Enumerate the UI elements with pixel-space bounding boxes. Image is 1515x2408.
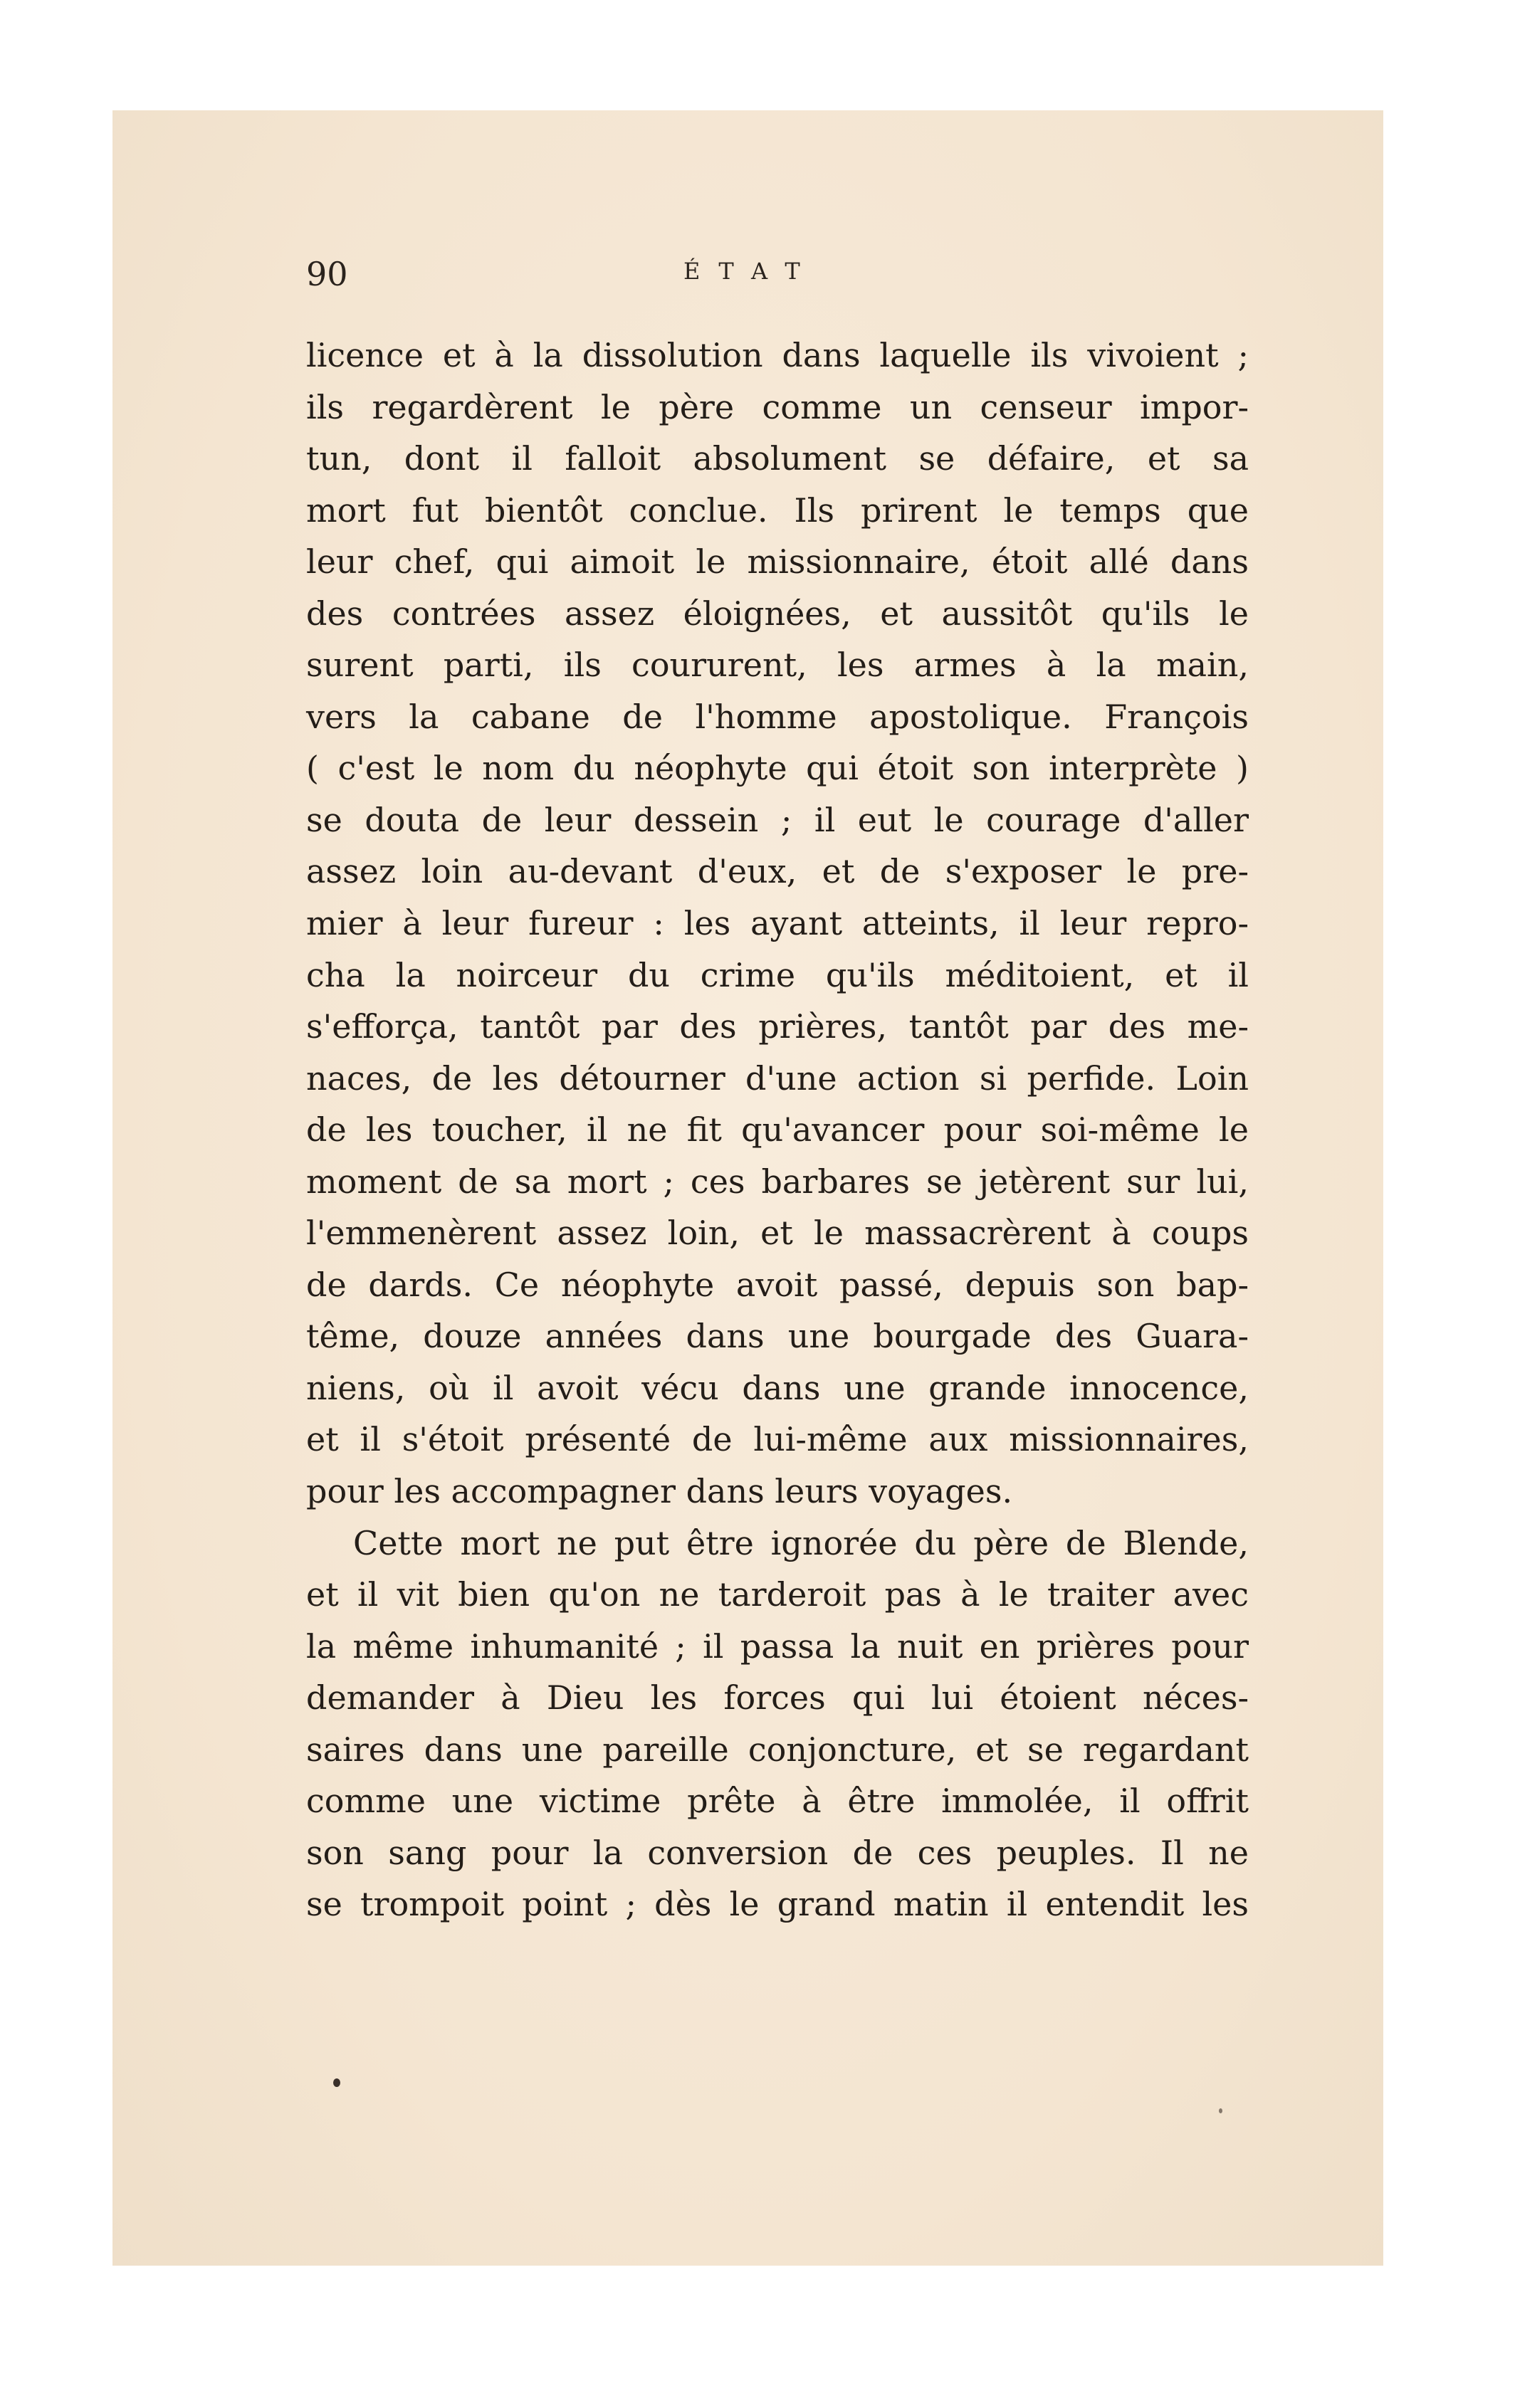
text-line: surent parti, ils coururent, les armes à la main, bbox=[306, 646, 1249, 685]
body-text bbox=[306, 330, 1249, 1930]
text-line: naces, de les détourner d'une action si perfide. Loin bbox=[306, 1058, 1249, 1098]
text-line: et il s'étoit présenté de lui-même aux missionnaires, bbox=[306, 1420, 1249, 1459]
text-line: la même inhumanité ; il passa la nuit en prières pour bbox=[306, 1626, 1249, 1666]
text-line: cha la noirceur du crime qu'ils méditoient, et il bbox=[306, 955, 1249, 994]
text-line: mier à leur fureur : les ayant atteints, il leur repro- bbox=[306, 904, 1249, 943]
paragraph-first-line: Cette mort ne put être ignorée du père de Blende, bbox=[353, 1523, 1249, 1562]
running-head: ÉTAT bbox=[683, 258, 819, 285]
text-line: ils regardèrent le père comme un censeur impor- bbox=[306, 387, 1249, 426]
text-line: ( c'est le nom du néophyte qui étoit son interprète ) bbox=[306, 749, 1249, 788]
text-line: son sang pour la conversion de ces peuples. Il ne bbox=[306, 1833, 1249, 1872]
text-line: moment de sa mort ; ces barbares se jetèrent sur lui, bbox=[306, 1162, 1249, 1201]
text-line: se douta de leur dessein ; il eut le courage d'aller bbox=[306, 800, 1249, 839]
ink-speck bbox=[333, 2078, 340, 2087]
text-line: licence et à la dissolution dans laquelle ils vivoient ; bbox=[306, 336, 1249, 374]
text-line: assez loin au-devant d'eux, et de s'exposer le pre- bbox=[306, 852, 1249, 891]
text-line: leur chef, qui aimoit le missionnaire, étoit allé dans bbox=[306, 542, 1249, 582]
text-line: tême, douze années dans une bourgade des Guara- bbox=[306, 1317, 1249, 1356]
ink-speck bbox=[1219, 2108, 1222, 2113]
text-line: l'emmenèrent assez loin, et le massacrèrent à coups bbox=[306, 1214, 1249, 1253]
text-line: demander à Dieu les forces qui lui étoient néces- bbox=[306, 1678, 1249, 1718]
text-line: de les toucher, il ne fit qu'avancer pour soi-même le bbox=[306, 1110, 1249, 1150]
text-line: des contrées assez éloignées, et aussitôt qu'ils le bbox=[306, 594, 1249, 633]
page-number: 90 bbox=[306, 255, 348, 293]
text-line: tun, dont il falloit absolument se défaire, et sa bbox=[306, 439, 1249, 478]
text-line: se trompoit point ; dès le grand matin il entendit les bbox=[306, 1885, 1249, 1924]
page-header bbox=[306, 255, 1246, 298]
text-line: de dards. Ce néophyte avoit passé, depuis son bap- bbox=[306, 1265, 1249, 1304]
paragraph-last-line: pour les accompagner dans leurs voyages. bbox=[306, 1472, 1013, 1511]
text-line: vers la cabane de l'homme apostolique. François bbox=[306, 697, 1249, 736]
text-line: mort fut bientôt conclue. Ils prirent le temps que bbox=[306, 490, 1249, 530]
text-line: s'efforça, tantôt par des prières, tantôt par des me- bbox=[306, 1007, 1249, 1046]
text-line: saires dans une pareille conjoncture, et se regardant bbox=[306, 1730, 1249, 1769]
text-line: comme une victime prête à être immolée, il offrit bbox=[306, 1782, 1249, 1821]
text-line: niens, où il avoit vécu dans une grande innocence, bbox=[306, 1368, 1249, 1407]
text-line: et il vit bien qu'on ne tarderoit pas à le traiter avec bbox=[306, 1575, 1249, 1614]
